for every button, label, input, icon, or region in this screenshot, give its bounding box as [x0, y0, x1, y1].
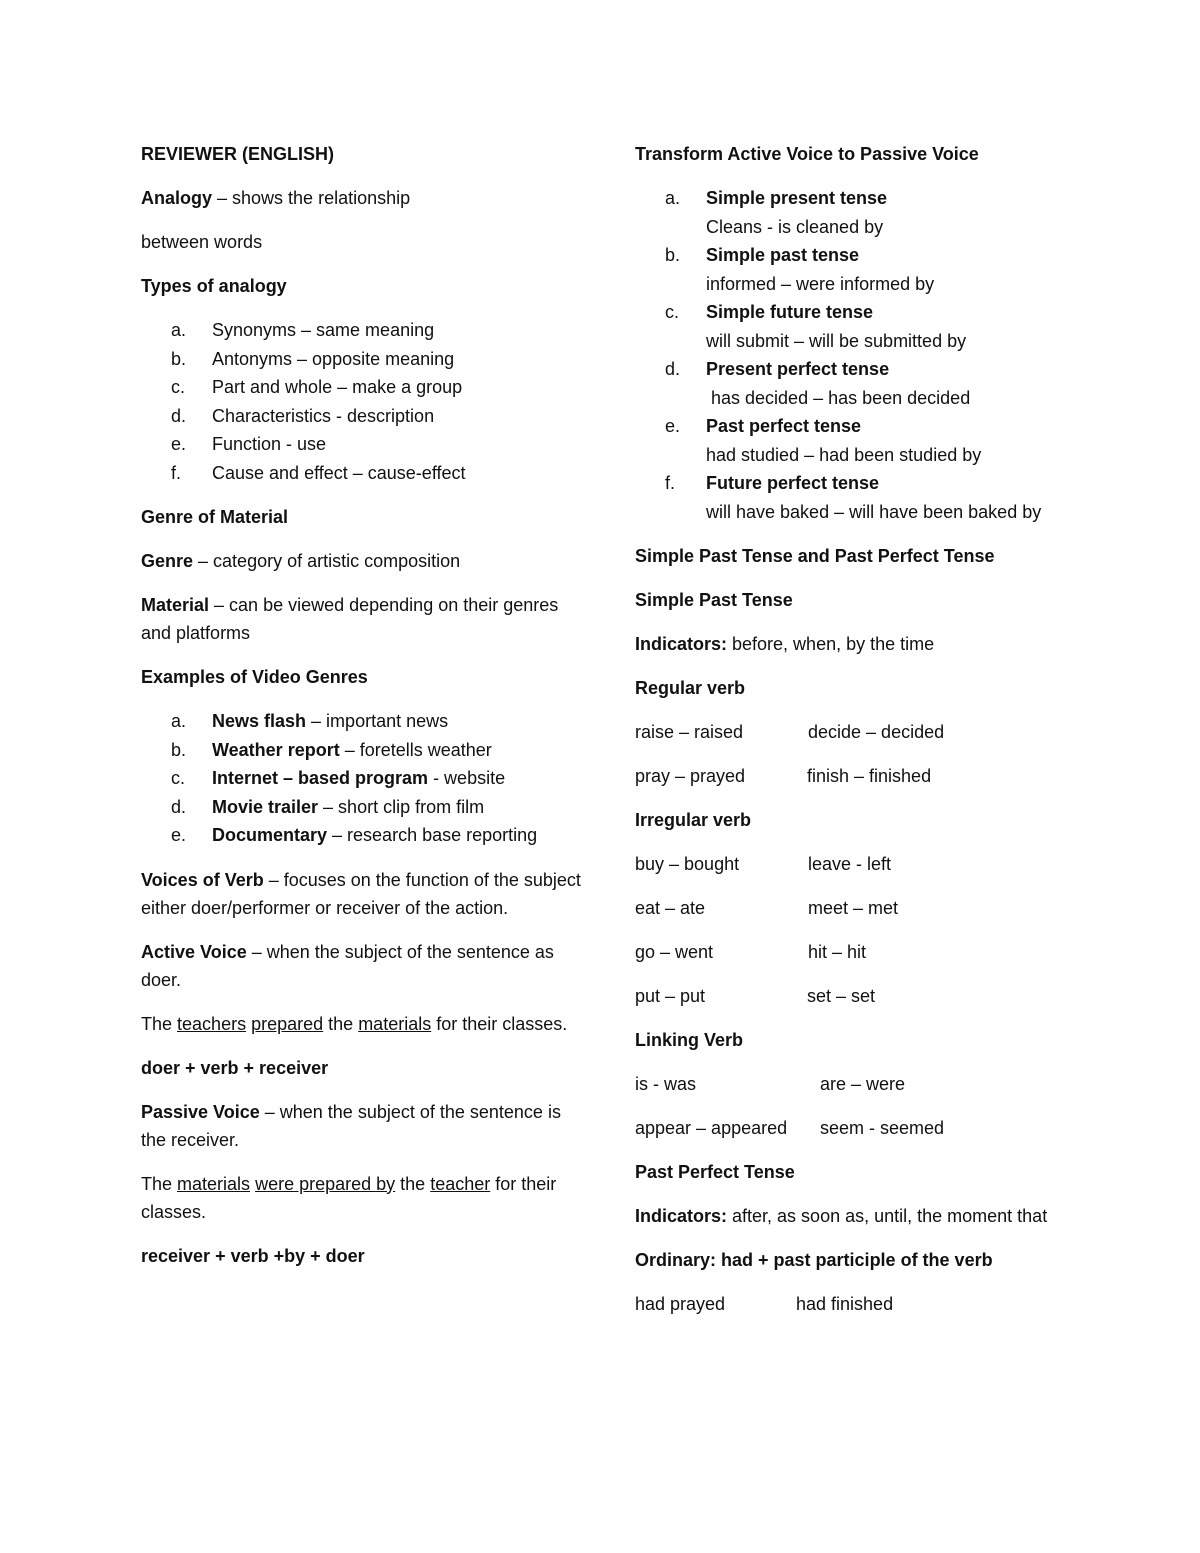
verb-pair: hit – hit	[808, 942, 867, 962]
list-item	[635, 469, 1075, 526]
genre-item-def: – important news	[306, 711, 449, 731]
types-list	[141, 316, 581, 487]
irregular-verb-heading: Irregular verb	[635, 810, 752, 830]
verb-pair-row	[635, 938, 1075, 966]
active-voice-def-text: – when the subject of the sentence as doer.	[141, 941, 554, 990]
example-text: the	[395, 1173, 431, 1194]
tense-example: Cleans - is cleaned by	[706, 216, 884, 237]
list-item	[141, 821, 581, 850]
list-marker: d.	[665, 359, 681, 379]
video-genres-heading: Examples of Video Genres	[141, 667, 368, 687]
list-item	[635, 298, 1075, 355]
genre-material-heading: Genre of Material	[141, 507, 289, 527]
verb-pair-row	[635, 718, 1075, 746]
voices-def-text: – focuses on the function of the subject either doer/performer or receiver of the action.	[141, 869, 581, 918]
list-marker: e.	[171, 434, 187, 454]
active-voice-example	[141, 1010, 581, 1038]
analogy-term: Analogy	[141, 188, 213, 208]
verb-pair: meet – met	[808, 898, 899, 918]
list-marker: a.	[171, 320, 187, 340]
list-item	[635, 355, 1075, 412]
indicators-text: before, when, by the time	[727, 634, 935, 654]
list-item	[141, 736, 581, 765]
ordinary-formula: Ordinary: had + past participle of the verb	[635, 1250, 993, 1270]
example-underlined: materials	[177, 1173, 251, 1194]
tense-name: Simple past tense	[706, 245, 860, 265]
list-marker: c.	[171, 377, 186, 397]
genre-def-text: – category of artistic composition	[193, 551, 461, 571]
passive-voice-term: Passive Voice	[141, 1101, 260, 1122]
verb-pair-row	[635, 1114, 1075, 1142]
example-underlined: teachers	[177, 1013, 247, 1034]
list-marker: a.	[665, 188, 681, 208]
simple-past-indicators	[635, 630, 1075, 658]
voices-term: Voices of Verb	[141, 869, 264, 890]
verb-pair: eat – ate	[635, 898, 706, 918]
genre-item-term: Weather report	[212, 739, 340, 760]
list-item	[635, 184, 1075, 241]
indicators-label: Indicators:	[635, 634, 728, 654]
list-item	[141, 707, 581, 736]
example-text: The	[141, 1013, 178, 1034]
list-item	[141, 459, 581, 488]
genre-item-def: – research base reporting	[327, 825, 538, 845]
list-item	[141, 430, 581, 459]
analogy-definition	[141, 184, 581, 212]
verb-pair: are – were	[820, 1074, 906, 1094]
active-voice-definition	[141, 938, 581, 994]
example-text: for their classes.	[431, 1013, 568, 1034]
list-item-text: Cause and effect – cause-effect	[212, 462, 466, 483]
verb-pair: buy – bought	[635, 854, 740, 874]
list-marker: f.	[171, 462, 182, 483]
example-text: the	[323, 1013, 359, 1034]
tense-name: Past perfect tense	[706, 416, 862, 436]
list-item-text: Function - use	[212, 434, 327, 454]
passive-voice-definition	[141, 1098, 581, 1154]
past-perfect-heading: Past Perfect Tense	[635, 1162, 795, 1182]
past-perfect-indicators	[635, 1202, 1075, 1230]
right-column	[635, 140, 1075, 1334]
tense-example: will submit – will be submitted by	[706, 330, 967, 351]
transform-heading: Transform Active Voice to Passive Voice	[635, 144, 979, 164]
list-item	[141, 316, 581, 345]
list-marker: b.	[171, 739, 187, 760]
example-underlined: teacher	[430, 1173, 491, 1194]
verb-pair: raise – raised	[635, 722, 744, 742]
verb-pair: leave - left	[808, 854, 892, 874]
list-marker: b.	[665, 245, 681, 265]
list-item-text: Synonyms – same meaning	[212, 320, 435, 340]
list-item	[141, 793, 581, 822]
list-item	[635, 241, 1075, 298]
list-item	[141, 764, 581, 793]
genre-item-term: Documentary	[212, 825, 328, 845]
material-term: Material	[141, 595, 210, 615]
list-marker: e.	[171, 825, 187, 845]
analogy-definition-cont: between words	[141, 232, 263, 252]
passive-voice-example	[141, 1170, 581, 1226]
genre-term: Genre	[141, 551, 194, 571]
simple-past-heading: Simple Past Tense	[635, 590, 793, 610]
left-column	[141, 140, 581, 1286]
sp-pp-heading: Simple Past Tense and Past Perfect Tense	[635, 546, 995, 566]
document-title: REVIEWER (ENGLISH)	[141, 144, 335, 164]
verb-pair-row	[635, 982, 1075, 1010]
verb-pair-row	[635, 762, 1075, 790]
verb-pair: finish – finished	[807, 766, 932, 786]
video-genres-list	[141, 707, 581, 850]
genre-item-term: Movie trailer	[212, 796, 319, 817]
genre-definition	[141, 547, 581, 575]
list-marker: e.	[665, 416, 681, 436]
example-underlined: materials	[358, 1013, 432, 1034]
verb-pair: pray – prayed	[635, 766, 746, 786]
active-voice-formula: doer + verb + receiver	[141, 1057, 329, 1078]
tense-name: Present perfect tense	[706, 359, 890, 379]
had-example: had finished	[796, 1294, 894, 1314]
types-heading: Types of analogy	[141, 276, 287, 296]
example-text: The	[141, 1173, 178, 1194]
genre-item-term: Internet – based program	[212, 768, 429, 788]
material-def-text: – can be viewed depending on their genres and platforms	[141, 595, 559, 643]
analogy-def-text: – shows the relationship	[212, 188, 411, 208]
example-text: for their classes.	[141, 1173, 557, 1222]
verb-pair-row	[635, 850, 1075, 878]
verb-pair: appear – appeared	[635, 1118, 788, 1138]
verb-pair: put – put	[635, 986, 706, 1006]
verb-pair: go – went	[635, 942, 714, 962]
example-underlined: were prepared by	[255, 1173, 396, 1194]
regular-verb-heading: Regular verb	[635, 678, 746, 698]
example-underlined: prepared	[251, 1013, 324, 1034]
list-item-text: Characteristics - description	[212, 405, 435, 426]
list-marker: f.	[665, 473, 676, 493]
tense-name: Simple future tense	[706, 302, 874, 322]
tense-name: Simple present tense	[706, 188, 888, 208]
tense-example: informed – were informed by	[706, 273, 935, 294]
had-examples-row	[635, 1290, 1075, 1318]
list-item	[635, 412, 1075, 469]
genre-item-def: – foretells weather	[339, 739, 492, 760]
indicators-text: after, as soon as, until, the moment that	[727, 1206, 1048, 1226]
list-marker: b.	[171, 348, 187, 369]
voices-definition	[141, 866, 581, 922]
list-item	[141, 402, 581, 431]
tense-example: will have baked – will have been baked by	[706, 501, 1042, 522]
genre-item-def: – short clip from film	[318, 796, 485, 817]
indicators-label: Indicators:	[635, 1206, 728, 1226]
verb-pair: set – set	[807, 986, 876, 1006]
list-item-text: Antonyms – opposite meaning	[212, 348, 455, 369]
list-marker: a.	[171, 711, 187, 731]
verb-pair-row	[635, 894, 1075, 922]
passive-voice-formula: receiver + verb +by + doer	[141, 1245, 365, 1266]
linking-verb-heading: Linking Verb	[635, 1030, 744, 1050]
had-example: had prayed	[635, 1294, 726, 1314]
tense-name: Future perfect tense	[706, 473, 880, 493]
tense-example: had studied – had been studied by	[706, 444, 982, 465]
genre-item-def: - website	[428, 768, 506, 788]
list-marker: c.	[171, 768, 186, 788]
list-item-text: Part and whole – make a group	[212, 377, 463, 397]
list-marker: c.	[665, 302, 680, 322]
verb-pair-row	[635, 1070, 1075, 1098]
list-item	[141, 373, 581, 402]
tense-example: has decided – has been decided	[706, 387, 971, 408]
tenses-list	[635, 184, 1075, 526]
passive-voice-def-text: – when the subject of the sentence is the receiver.	[141, 1101, 561, 1150]
list-item	[141, 345, 581, 374]
genre-item-term: News flash	[212, 711, 307, 731]
material-definition	[141, 591, 581, 647]
verb-pair: is - was	[635, 1074, 697, 1094]
verb-pair: decide – decided	[808, 722, 945, 742]
list-marker: d.	[171, 796, 187, 817]
verb-pair: seem - seemed	[820, 1118, 945, 1138]
active-voice-term: Active Voice	[141, 941, 247, 962]
list-marker: d.	[171, 405, 187, 426]
